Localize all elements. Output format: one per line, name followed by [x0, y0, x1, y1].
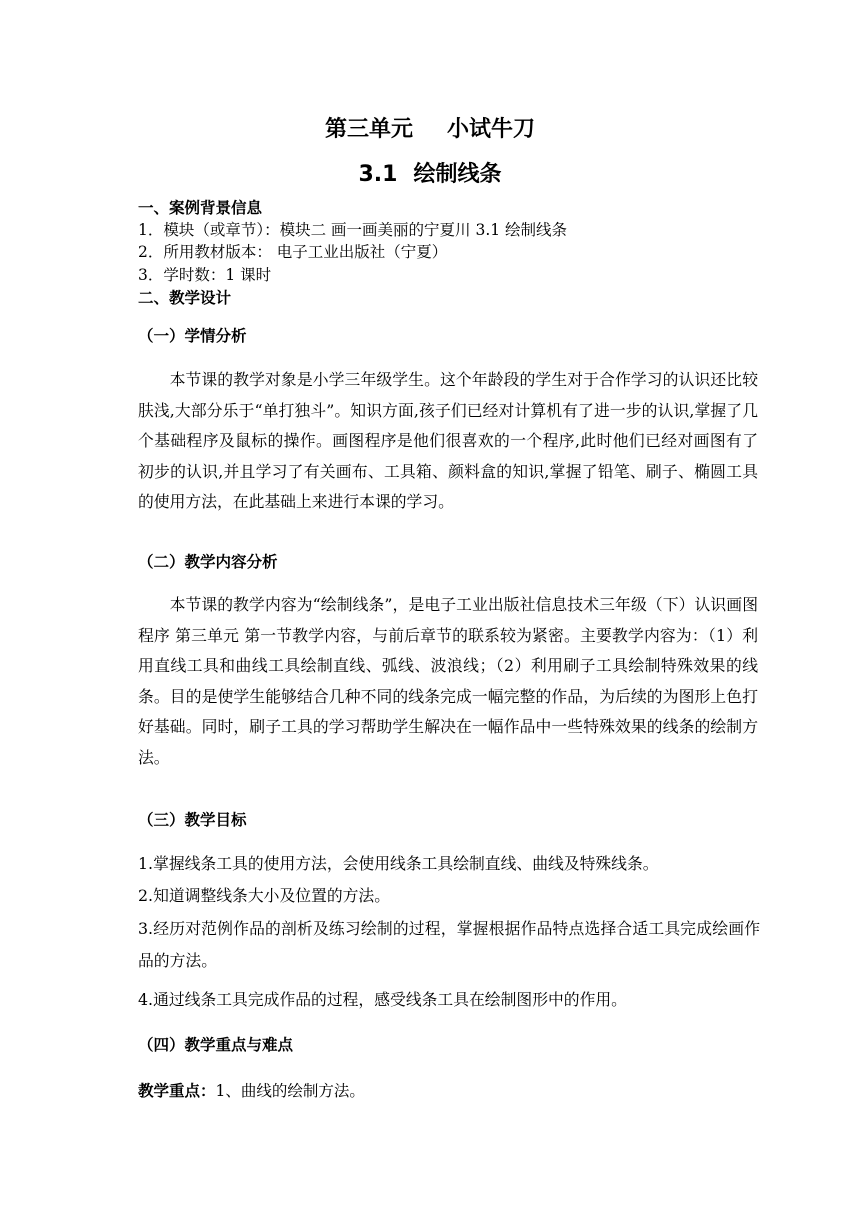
goal-item: 4.通过线条工具完成作品的过程，感受线条工具在绘制图形中的作用。 [138, 990, 627, 1009]
subsection-heading: （三）教学目标 [138, 811, 247, 829]
content-analysis-paragraph: 本节课的教学内容为“绘制线条”，是电子工业出版社信息技术三年级（下）认识画图程序 第三单元 第一节教学内容，与前后章节的联系较为紧密。主要教学内容为：（1）利用直线工具和曲线工具绘制直线、弧线、波浪线；（2）利用刷子工具绘制特殊效果的线条。目的是使学生能够结合几种不同的线条完成一幅完整的作品，为后续的为图形上色打好基础。同时，刷子工具的学习帮助学生解决在一幅作品中一些特殊效果的线条的绘制方法。 [138, 595, 758, 767]
learner-analysis-paragraph: 本节课的教学对象是小学三年级学生。这个年龄段的学生对于合作学习的认识还比较肤浅,大部分乐于“单打独斗”。知识方面,孩子们已经对计算机有了进一步的认识,掌握了几个基础程序及鼠标的操作。画图程序是他们很喜欢的一个程序,此时他们已经对画图有了初步的认识,并且学习了有关画布、工具箱、颜料盒的知识,掌握了铅笔、刷子、椭圆工具的使用方法，在此基础上来进行本课的学习。 [138, 370, 758, 511]
lesson-number: 3.1 [358, 162, 398, 187]
background-item: 2．所用教材版本： 电子工业出版社（宁夏） [138, 243, 448, 261]
section2-heading: 二、教学设计 [138, 289, 232, 307]
unit-title [0, 112, 860, 143]
goal-item: 2.知道调整线条大小及位置的方法。 [138, 886, 391, 905]
goal-item: 1.掌握线条工具的使用方法，会使用线条工具绘制直线、曲线及特殊线条。 [138, 854, 659, 873]
key-point-label: 教学重点： [138, 1082, 216, 1100]
subsection-heading: （四）教学重点与难点 [138, 1036, 294, 1054]
lesson-title [0, 157, 860, 188]
section1-heading: 一、案例背景信息 [138, 199, 263, 217]
unit-number: 第三单元 [324, 117, 413, 142]
background-item: 1．模块（或章节）：模块二 画一画美丽的宁夏川 3.1 绘制线条 [138, 221, 568, 239]
background-item: 3．学时数：1 课时 [138, 266, 272, 284]
subsection-heading: （二）教学内容分析 [138, 553, 278, 571]
goal-item: 3.经历对范例作品的剖析及练习绘制的过程，掌握根据作品特点选择合适工具完成绘画作品的方法。 [138, 919, 760, 970]
subsection-heading: （一）学情分析 [138, 327, 247, 345]
lesson-name: 绘制线条 [413, 162, 502, 187]
unit-name: 小试牛刀 [447, 117, 536, 142]
key-point-text: 1、曲线的绘制方法。 [215, 1082, 365, 1100]
key-point-line [138, 1079, 365, 1101]
